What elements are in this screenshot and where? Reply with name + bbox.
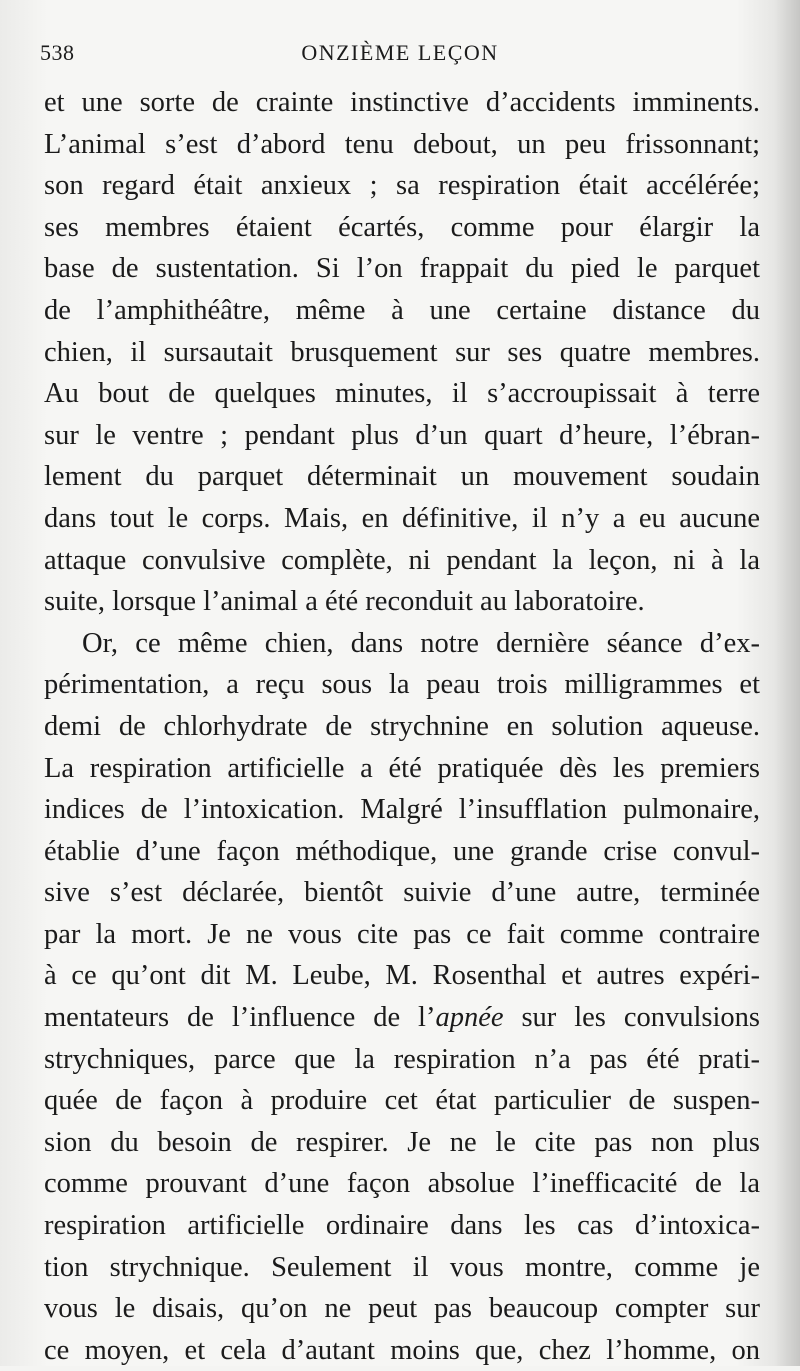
text-segment: mentateurs de l’influence de l’ [44,1002,436,1034]
text-line-with-italic [44,997,760,1039]
text-line: respiration artificielle ordinaire dans les cas d’intoxica- [44,1210,760,1242]
text-segment: sur les convulsions [503,1002,760,1034]
text-line: sive s’est déclarée, bientôt suivie d’une autre, terminée [44,877,760,909]
text-line: quée de façon à produire cet état particulier de suspen- [44,1085,760,1117]
text-line: demi de chlorhydrate de strychnine en solution aqueuse. [44,710,760,742]
page-header [40,40,760,72]
text-line: vous le disais, qu’on ne peut pas beaucoup compter sur [44,1293,760,1325]
body-text [44,82,760,1371]
text-line: par la mort. Je ne vous cite pas ce fait comme contraire [44,918,760,950]
text-line: ce moyen, et cela d’autant moins que, chez l’homme, on [44,1334,760,1366]
text-line: tion strychnique. Seulement il vous montre, comme je [44,1251,760,1283]
text-line: sur le ventre ; pendant plus d’un quart d’heure, l’ébran- [44,419,760,451]
text-line: de l’amphithéâtre, même à une certaine distance du [44,294,760,326]
page-number: 538 [40,40,75,65]
text-line: ses membres étaient écartés, comme pour élargir la [44,211,760,243]
text-line: sion du besoin de respirer. Je ne le cite pas non plus [44,1126,760,1158]
running-title: ONZIÈME LEÇON [301,40,499,65]
text-line: La respiration artificielle a été pratiquée dès les premiers [44,752,760,784]
text-line: attaque convulsive complète, ni pendant la leçon, ni à la [44,544,760,576]
text-line: Au bout de quelques minutes, il s’accroupissait à terre [44,378,760,410]
text-line: base de sustentation. Si l’on frappait du pied le parquet [44,253,760,285]
text-line: à ce qu’ont dit M. Leube, M. Rosenthal et autres expéri- [44,960,760,992]
paragraph-first-line: Or, ce même chien, dans notre dernière séance d’ex- [82,627,760,659]
text-line: chien, il sursautait brusquement sur ses quatre membres. [44,336,760,368]
page-edge-shadow [774,0,800,1366]
text-line: et une sorte de crainte instinctive d’accidents imminents. [44,87,760,118]
text-line: établie d’une façon méthodique, une grande crise convul- [44,835,760,867]
text-line: strychniques, parce que la respiration n’a pas été prati- [44,1043,760,1075]
paragraph-last-line: suite, lorsque l’animal a été reconduit au laboratoire. [44,586,645,618]
text-line: périmentation, a reçu sous la peau trois milligrammes et [44,669,760,701]
text-line: L’animal s’est d’abord tenu debout, un peu frissonnant; [44,128,760,160]
italic-term: apnée [435,1002,504,1034]
text-line: lement du parquet déterminait un mouvement soudain [44,461,760,493]
text-line: dans tout le corps. Mais, en définitive, il n’y a eu aucune [44,502,760,534]
text-line: comme prouvant d’une façon absolue l’inefficacité de la [44,1168,760,1200]
text-line: son regard était anxieux ; sa respiration était accélérée; [44,170,760,202]
text-line: indices de l’intoxication. Malgré l’insufflation pulmonaire, [44,794,760,826]
